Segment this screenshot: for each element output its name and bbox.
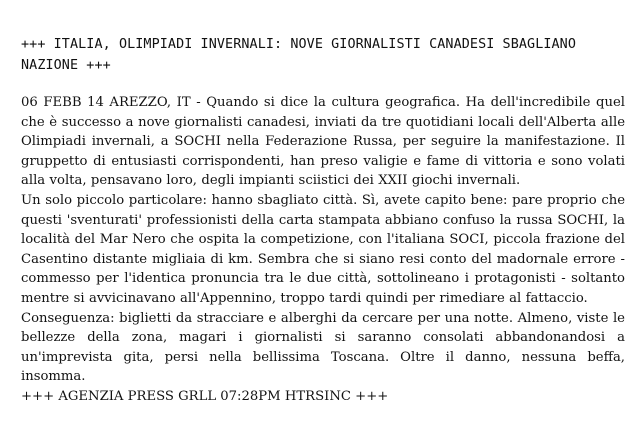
- paragraph-1: 06 FEBB 14 AREZZO, IT - Quando si dice la cultura geografica. Ha dell'incredibile quel che è successo a nove giornalisti canadesi, inviati da tre quotidiani locali dell'Alberta alle Olimpiadi invernali, a SOCHI nella Federazione Russa, per seguire la manifestazione. Il gruppetto di entusiasti corrispondenti, han preso valigie e fame di vittoria e sono volati alla volta, pensavano loro, degli impianti sciistici dei XXII giochi invernali.: [21, 95, 625, 189]
- agency-footer: +++ AGENZIA PRESS GRLL 07:28PM HTRSINC +++: [21, 388, 389, 404]
- article-body: [21, 93, 625, 387]
- paragraph-2: Un solo piccolo particolare: hanno sbagliato città. Sì, avete capito bene: pare proprio che questi 'sventurati' professionisti della carta stampata abbiano confuso la russa SOCHI, la località del Mar Nero che ospita la competizione, con l'italiana SOCI, piccola frazione del Casentino distante migliaia di km. Sembra che si siano resi conto del madornale errore - commesso per l'identica pronuncia tra le due città, sottolineano i protagonisti - soltanto mentre si avvicinavano all'Appennino, troppo tardi quindi per rimediare al fattaccio.: [21, 192, 625, 306]
- paragraph-3: Conseguenza: biglietti da stracciare e alberghi da cercare per una notte. Almeno, viste le bellezze della zona, magari i giornalisti si saranno consolati abbandonandosi a un'imprevista gita, persi nella bellissima Toscana. Oltre il danno, nessuna beffa, insomma.: [21, 310, 625, 385]
- press-release: [21, 34, 625, 407]
- headline: +++ ITALIA, OLIMPIADI INVERNALI: NOVE GIORNALISTI CANADESI SBAGLIANO NAZIONE +++: [21, 37, 577, 73]
